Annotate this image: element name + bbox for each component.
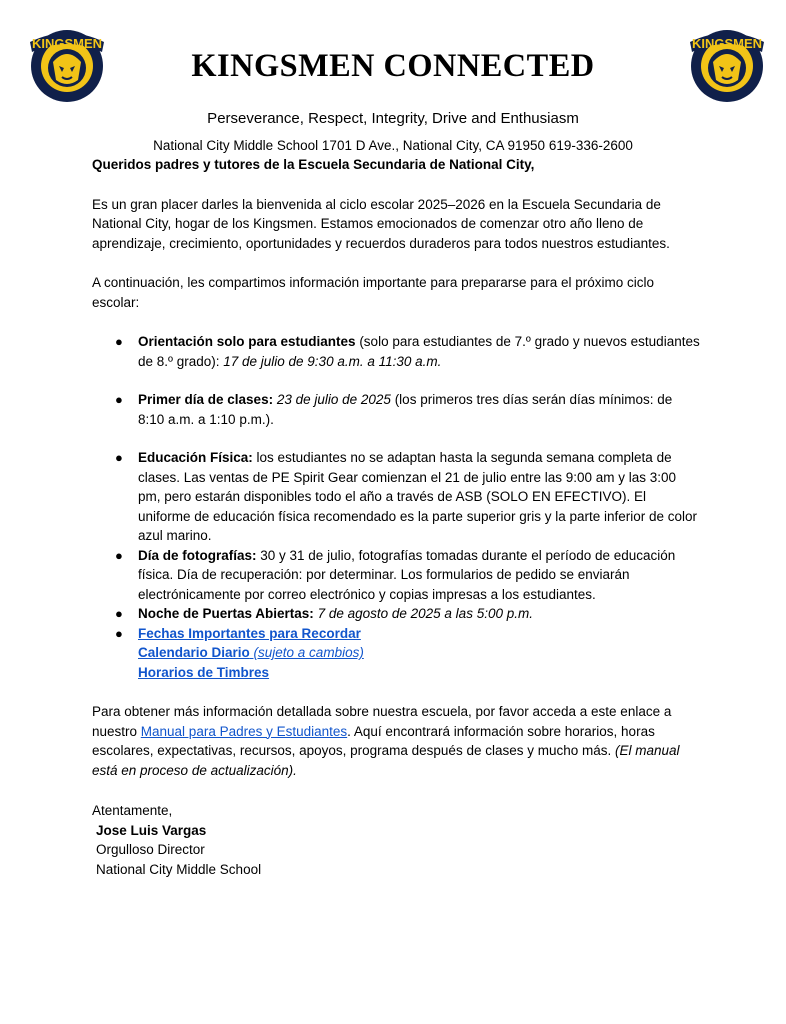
- school-address: National City Middle School 1701 D Ave., National City, CA 91950 619-336-2600: [153, 138, 633, 153]
- info-list: [92, 332, 702, 682]
- item-heading: Orientación solo para estudiantes: [138, 334, 356, 349]
- item-text: (solo para estudiantes de 7.º grado y nuevos estudiantes de 8.º grado):: [138, 334, 700, 369]
- item-heading: Educación Física:: [138, 450, 253, 465]
- item-heading: Día de fotografías:: [138, 547, 257, 563]
- logo-text: KINGSMEN: [31, 36, 103, 51]
- bullet-icon: ●: [115, 392, 123, 407]
- item-text: (los primeros tres días serán días mínimos: de 8:10 a.m. a 1:10 p.m.).: [138, 392, 673, 427]
- motto-rest: rive and: [442, 110, 501, 127]
- list-item-links: [92, 624, 702, 683]
- item-heading: Noche de Puertas Abiertas:: [138, 606, 314, 621]
- daily-calendar-link[interactable]: [138, 645, 364, 660]
- list-item-open-house: [92, 604, 702, 624]
- list-item-first-day: [92, 390, 702, 429]
- motto-letter: P: [207, 110, 218, 127]
- handbook-text: Para obtener más información detallada sobre nuestra escuela, por favor acceda a este enlace a nuestro: [92, 704, 672, 739]
- handbook-link[interactable]: Manual para Padres y Estudiantes: [140, 723, 348, 739]
- handbook-note: (El manual está en proceso de actualización).: [92, 743, 680, 778]
- bullet-icon: ●: [115, 625, 123, 641]
- signature-title: Orgulloso Director: [96, 842, 205, 857]
- motto-rest: erseverance,: [217, 110, 309, 127]
- greeting: Queridos padres y tutores de la Escuela Secundaria de National City,: [92, 157, 535, 172]
- school-motto: [0, 110, 786, 127]
- motto-letter: I: [371, 110, 376, 127]
- logo-text: KINGSMEN: [691, 36, 763, 51]
- motto-rest: nthusiasm: [510, 110, 579, 127]
- item-text: los estudiantes no se adaptan hasta la segunda semana completa de clases. Las ventas de PE Spirit Gear comienzan el 21 de julio entre las 9:00 am y las 3:00 pm, pero estarán disponibles todo el año a través de ASB (SOLO EN EFECTIVO). El uniforme de educación física recomendado es la parte superior gris y la parte inferior de color azul marino.: [138, 450, 698, 543]
- motto-letter: D: [432, 110, 443, 127]
- important-dates-link[interactable]: Fechas Importantes para Recordar: [138, 625, 361, 641]
- list-item-picture-day: [92, 546, 702, 605]
- intro-paragraph: A continuación, les compartimos información importante para prepararse para el próximo ciclo escolar:: [92, 275, 655, 310]
- item-text: 30 y 31 de julio, fotografías tomadas durante el período de educación física. Día de recuperación: por determinar. Los formularios de pedido se enviarán electrónicamente por correo electrónico y copias impresas a los estudiantes.: [138, 547, 676, 602]
- motto-letter: R: [308, 110, 319, 127]
- bell-schedule-link[interactable]: Horarios de Timbres: [138, 664, 270, 680]
- item-heading: Primer día de clases:: [138, 392, 274, 407]
- closing: Atentamente,: [92, 803, 173, 818]
- bullet-icon: ●: [115, 450, 123, 465]
- motto-rest: espect,: [318, 110, 372, 127]
- bullet-icon: ●: [115, 547, 123, 563]
- list-item-pe: [92, 448, 702, 546]
- letter-body: [92, 155, 702, 879]
- bullet-icon: ●: [115, 606, 123, 621]
- signature-school: National City Middle School: [96, 861, 262, 877]
- handbook-paragraph: [92, 702, 702, 780]
- calendar-link-note: (sujeto a cambios): [249, 645, 364, 660]
- list-item-orientation: [92, 332, 702, 371]
- bullet-icon: ●: [115, 334, 123, 349]
- welcome-paragraph: Es un gran placer darles la bienvenida al ciclo escolar 2025–2026 en la Escuela Secundaria de National City, hogar de los Kingsmen. Estamos emocionados de comenzar otro año lleno de aprendizaje, crecimiento, oportunidades y recuerdos duraderos para todos nuestros estudiantes.: [92, 196, 670, 251]
- signature-name: Jose Luis Vargas: [96, 822, 207, 838]
- newsletter-title: KINGSMEN CONNECTED: [191, 48, 595, 84]
- item-date: 7 de agosto de 2025 a las 5:00 p.m.: [313, 606, 533, 621]
- item-date: 23 de julio de 2025: [273, 392, 391, 407]
- motto-rest: ntegrity,: [375, 110, 433, 127]
- motto-letter: E: [500, 110, 511, 127]
- handbook-text-2: . Aquí encontrará información sobre horarios, horas escolares, expectativas, recursos, apoyos, programa después de clases y mucho más.: [92, 723, 655, 758]
- item-date: 17 de julio de 9:30 a.m. a 11:30 a.m.: [223, 353, 442, 369]
- calendar-link-text: Calendario Diario: [138, 645, 250, 660]
